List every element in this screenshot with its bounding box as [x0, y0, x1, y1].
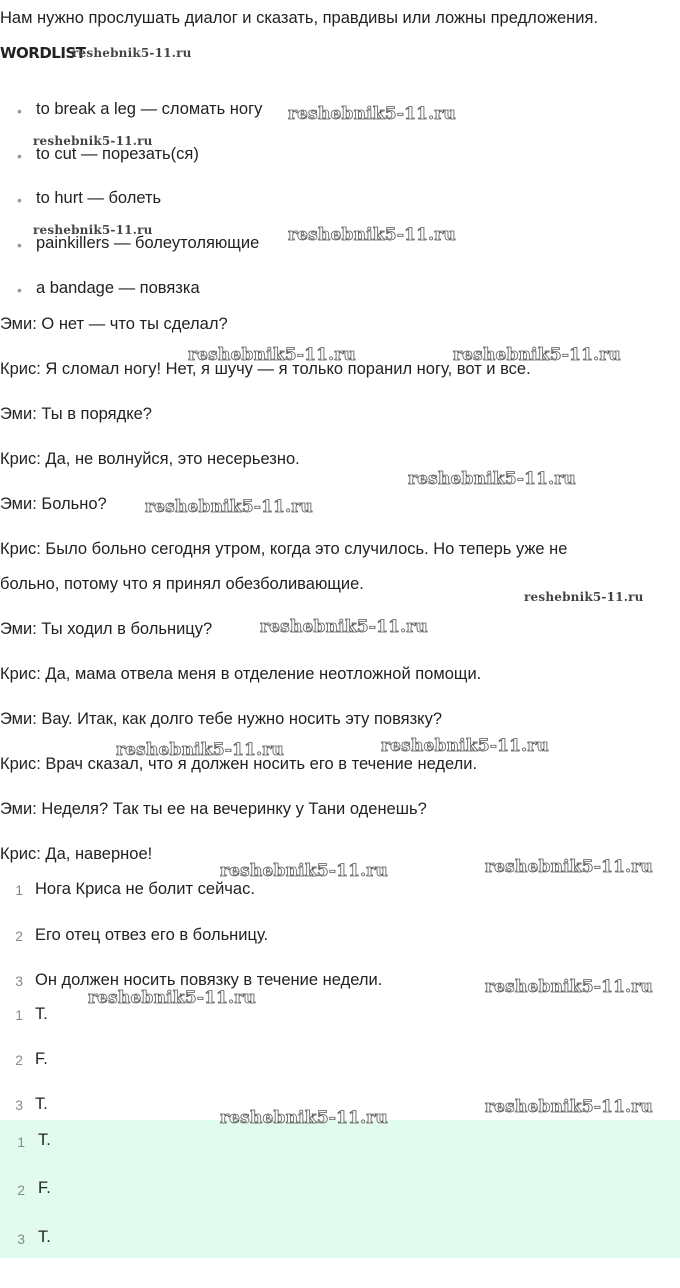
answer-text: T.	[35, 1005, 48, 1023]
watermark: reshebnik5-11.ru	[485, 857, 653, 877]
watermark: reshebnik5-11.ru	[88, 988, 256, 1008]
watermark: reshebnik5-11.ru	[188, 345, 356, 365]
dialogue-line: Крис: Да, мама отвела меня в отделение неотложной помощи.	[0, 665, 482, 683]
dialogue-line: Крис: Да, наверное!	[0, 845, 153, 863]
watermark: reshebnik5-11.ru	[220, 1108, 388, 1128]
dialogue-line: Эми: О нет — что ты сделал?	[0, 315, 228, 333]
dialogue-line: Эми: Ты ходил в больницу?	[0, 620, 213, 638]
bullet-icon: •	[17, 192, 22, 208]
statement-text: Его отец отвез его в больницу.	[35, 926, 269, 944]
wordlist-item: painkillers — болеутоляющие	[36, 234, 260, 252]
wordlist-item: to cut — порезать(ся)	[36, 145, 199, 163]
watermark: reshebnik5-11.ru	[485, 1097, 653, 1117]
dialogue-line: Крис: Я сломал ногу! Нет, я шучу — я только поранил ногу, вот и все.	[0, 360, 531, 378]
wordlist-item: to break a leg — сломать ногу	[36, 100, 263, 118]
bullet-icon: •	[17, 148, 22, 164]
wordlist-item: a bandage — повязка	[36, 279, 200, 297]
watermark: reshebnik5-11.ru	[33, 223, 153, 237]
answer-highlight-box	[0, 1120, 680, 1258]
dialogue-line: Эми: Ты в порядке?	[0, 405, 152, 423]
watermark: reshebnik5-11.ru	[453, 345, 621, 365]
dialogue-line: Крис: Было больно сегодня утром, когда это случилось. Но теперь уже не	[0, 540, 568, 558]
bullet-icon: •	[17, 237, 22, 253]
dialogue-line: Крис: Врач сказал, что я должен носить его в течение недели.	[0, 755, 478, 773]
answer-text: F.	[35, 1050, 48, 1068]
dialogue-line: Эми: Больно?	[0, 495, 107, 513]
answer-text: F.	[38, 1179, 51, 1197]
list-number: 2	[15, 928, 23, 944]
watermark: reshebnik5-11.ru	[408, 469, 576, 489]
list-number: 3	[15, 973, 23, 989]
watermark: reshebnik5-11.ru	[381, 736, 549, 756]
bullet-icon: •	[17, 103, 22, 119]
answer-text: T.	[38, 1228, 51, 1246]
list-number: 3	[17, 1231, 25, 1247]
wordlist-heading: WORDLIST	[0, 44, 86, 62]
dialogue-line: больно, потому что я принял обезболивающие.	[0, 575, 364, 593]
watermark: reshebnik5-11.ru	[288, 104, 456, 124]
watermark: reshebnik5-11.ru	[524, 590, 644, 604]
list-number: 2	[15, 1052, 23, 1068]
list-number: 2	[17, 1182, 25, 1198]
watermark: reshebnik5-11.ru	[145, 497, 313, 517]
watermark: reshebnik5-11.ru	[288, 225, 456, 245]
watermark: reshebnik5-11.ru	[260, 617, 428, 637]
dialogue-line: Эми: Неделя? Так ты ее на вечеринку у Тани оденешь?	[0, 800, 427, 818]
watermark: reshebnik5-11.ru	[116, 740, 284, 760]
list-number: 1	[15, 1007, 23, 1023]
watermark: reshebnik5-11.ru	[220, 861, 388, 881]
watermark: reshebnik5-11.ru	[72, 46, 192, 60]
answer-text: T.	[38, 1131, 51, 1149]
list-number: 1	[17, 1134, 25, 1150]
statement-text: Он должен носить повязку в течение недели.	[35, 971, 383, 989]
watermark: reshebnik5-11.ru	[485, 977, 653, 997]
answer-text: T.	[35, 1095, 48, 1113]
dialogue-line: Эми: Вау. Итак, как долго тебе нужно носить эту повязку?	[0, 710, 443, 728]
dialogue-line: Крис: Да, не волнуйся, это несерьезно.	[0, 450, 300, 468]
bullet-icon: •	[17, 282, 22, 298]
task-instruction: Нам нужно прослушать диалог и сказать, правдивы или ложны предложения.	[0, 9, 599, 27]
statement-text: Нога Криса не болит сейчас.	[35, 880, 255, 898]
wordlist-item: to hurt — болеть	[36, 189, 162, 207]
list-number: 1	[15, 882, 23, 898]
list-number: 3	[15, 1097, 23, 1113]
watermark: reshebnik5-11.ru	[33, 134, 153, 148]
